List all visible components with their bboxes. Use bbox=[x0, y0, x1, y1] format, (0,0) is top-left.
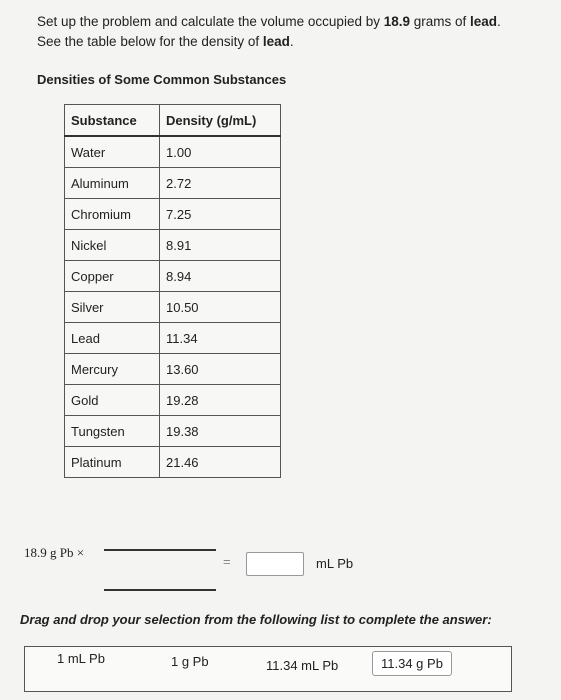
given-substance: lead bbox=[470, 14, 498, 29]
substance-cell: Water bbox=[65, 136, 160, 168]
table-row bbox=[65, 447, 281, 478]
prompt-line-2 bbox=[37, 32, 537, 52]
equals-sign: = bbox=[223, 554, 231, 569]
choice-tile[interactable]: 11.34 g Pb bbox=[372, 651, 452, 676]
table-row bbox=[65, 385, 281, 416]
substance-cell: Gold bbox=[65, 385, 160, 416]
density-cell: 13.60 bbox=[160, 354, 281, 385]
density-table bbox=[64, 104, 281, 478]
given-mass: 18.9 bbox=[383, 14, 410, 29]
drag-instructions: Drag and drop your selection from the following list to complete the answer: bbox=[20, 612, 492, 627]
answer-unit: mL Pb bbox=[316, 556, 354, 571]
table-row bbox=[65, 199, 281, 230]
table-row bbox=[65, 230, 281, 261]
table-row bbox=[65, 292, 281, 323]
choice-tile[interactable]: 11.34 mL Pb bbox=[266, 658, 339, 673]
table-row bbox=[65, 416, 281, 447]
conversion-setup bbox=[24, 540, 544, 600]
choice-bank bbox=[24, 646, 512, 692]
density-substance: lead bbox=[262, 34, 290, 49]
problem-prompt bbox=[37, 12, 537, 52]
density-cell: 11.34 bbox=[160, 323, 281, 354]
prompt-text: . bbox=[497, 14, 501, 29]
table-row bbox=[65, 168, 281, 199]
table-row bbox=[65, 261, 281, 292]
table-row bbox=[65, 323, 281, 354]
table-row bbox=[65, 136, 281, 168]
choice-tile[interactable]: 1 mL Pb bbox=[57, 651, 105, 666]
density-cell: 8.94 bbox=[160, 261, 281, 292]
prompt-text: Set up the problem and calculate the volume occupied by bbox=[37, 14, 384, 29]
header-substance: Substance bbox=[65, 105, 160, 137]
density-cell: 7.25 bbox=[160, 199, 281, 230]
prompt-text: . bbox=[289, 34, 294, 49]
substance-cell: Nickel bbox=[65, 230, 160, 261]
substance-cell: Chromium bbox=[65, 199, 160, 230]
numerator-drop-target[interactable] bbox=[104, 549, 216, 551]
given-quantity: 18.9 g Pb × bbox=[24, 545, 85, 560]
answer-input-box[interactable] bbox=[246, 552, 304, 576]
density-cell: 21.46 bbox=[160, 447, 281, 478]
density-cell: 2.72 bbox=[160, 168, 281, 199]
substance-cell: Platinum bbox=[65, 447, 160, 478]
density-cell: 1.00 bbox=[160, 136, 281, 168]
header-density: Density (g/mL) bbox=[160, 105, 281, 137]
substance-cell: Lead bbox=[65, 323, 160, 354]
density-cell: 10.50 bbox=[160, 292, 281, 323]
substance-cell: Aluminum bbox=[65, 168, 160, 199]
substance-cell: Silver bbox=[65, 292, 160, 323]
table-header-row bbox=[65, 105, 281, 137]
density-cell: 8.91 bbox=[160, 230, 281, 261]
substance-cell: Copper bbox=[65, 261, 160, 292]
prompt-line-1 bbox=[37, 12, 537, 32]
table-row bbox=[65, 354, 281, 385]
density-cell: 19.38 bbox=[160, 416, 281, 447]
prompt-text: See the table below for the density of bbox=[37, 34, 263, 49]
prompt-text: grams of bbox=[410, 14, 471, 29]
choice-tile[interactable]: 1 g Pb bbox=[171, 654, 209, 669]
table-title: Densities of Some Common Substances bbox=[37, 72, 287, 87]
substance-cell: Tungsten bbox=[65, 416, 160, 447]
denominator-drop-target[interactable] bbox=[104, 589, 216, 591]
substance-cell: Mercury bbox=[65, 354, 160, 385]
density-cell: 19.28 bbox=[160, 385, 281, 416]
